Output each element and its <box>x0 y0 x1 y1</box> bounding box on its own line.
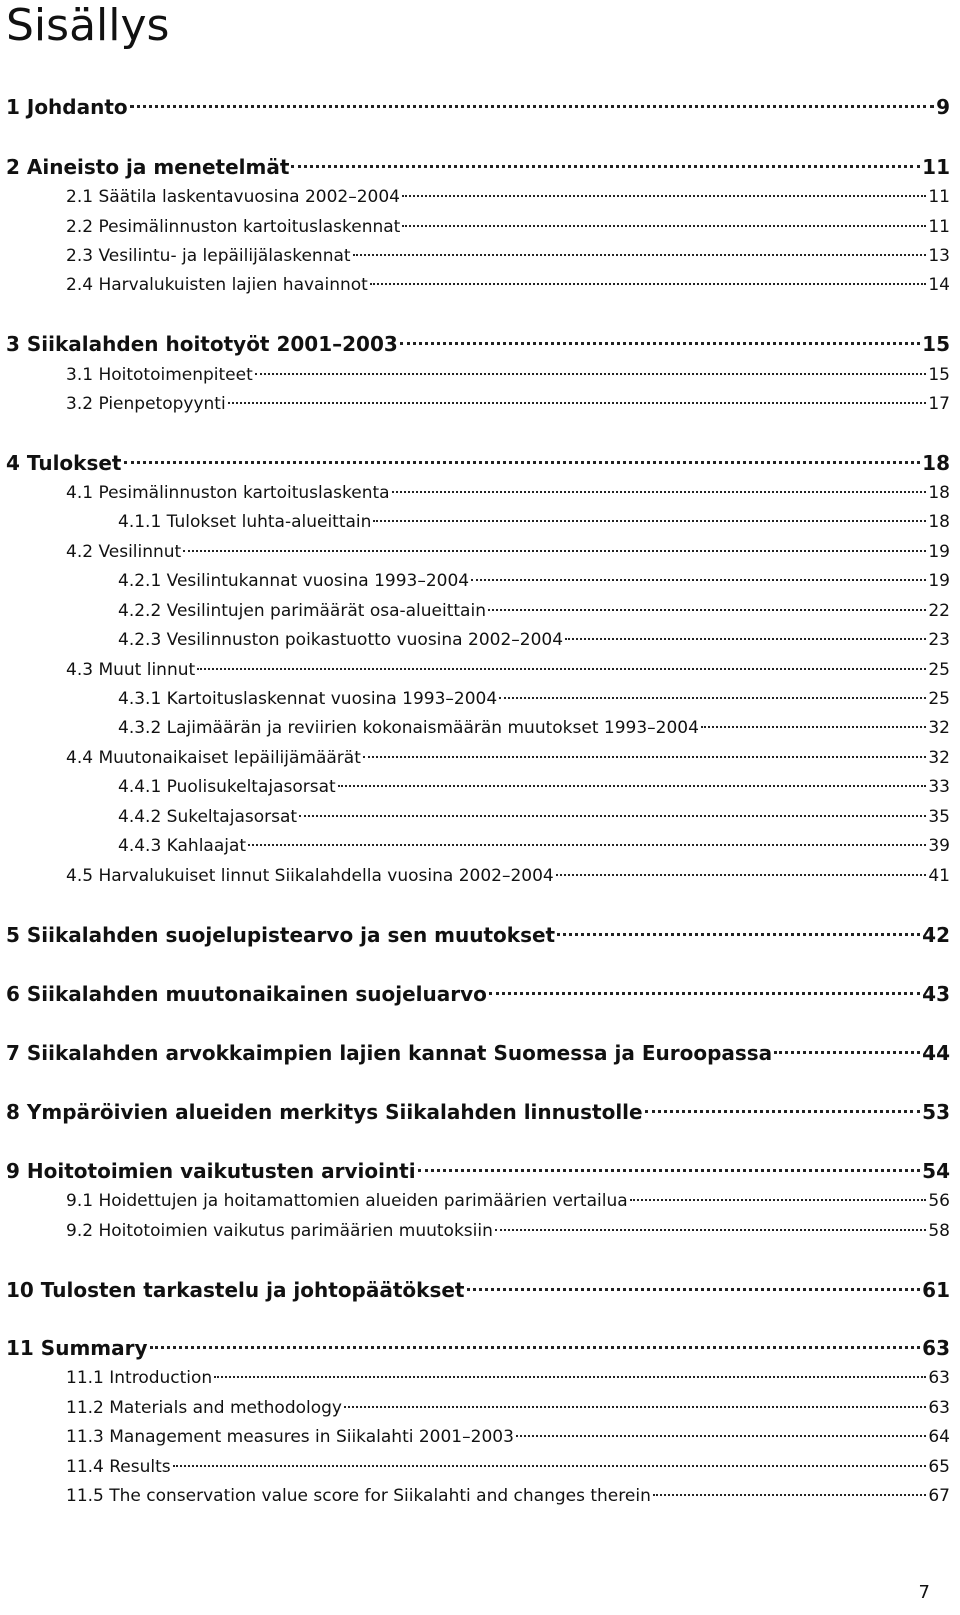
toc-entry-page: 53 <box>922 1100 950 1124</box>
toc-entry[interactable] <box>118 566 950 596</box>
dot-leader <box>173 1465 927 1467</box>
toc-entry-label: 5 Siikalahden suojelupistearvo ja sen muutokset <box>6 923 556 947</box>
toc-entry[interactable] <box>6 1275 950 1305</box>
toc-entry-page: 17 <box>928 394 950 414</box>
toc-entry-page: 25 <box>928 689 950 709</box>
dot-leader <box>499 697 926 699</box>
toc-entry-label: 4.2.1 Vesilintukannat vuosina 1993–2004 <box>118 571 470 591</box>
dot-leader <box>418 1169 921 1172</box>
toc-entry-page: 11 <box>922 155 950 179</box>
toc-entry[interactable] <box>118 596 950 626</box>
toc-entry[interactable] <box>118 772 950 802</box>
toc-entry-label: 4.3.2 Lajimäärän ja reviirien kokonaismäärän muutokset 1993–2004 <box>118 718 699 738</box>
toc-entry-label: 2.1 Säätila laskentavuosina 2002–2004 <box>66 187 400 207</box>
toc-entry-label: 9.1 Hoidettujen ja hoitamattomien alueiden parimäärien vertailua <box>66 1191 628 1211</box>
toc-entry[interactable] <box>6 329 950 359</box>
toc-entry[interactable] <box>118 625 950 655</box>
toc-entry[interactable] <box>66 1481 950 1511</box>
toc-entry[interactable] <box>66 270 950 300</box>
toc-entry-page: 19 <box>928 542 950 562</box>
dot-leader <box>248 844 926 846</box>
toc-entry[interactable] <box>66 1422 950 1452</box>
page-number: 7 <box>918 1582 930 1603</box>
toc-entry-page: 54 <box>922 1159 950 1183</box>
toc-entry-page: 65 <box>928 1457 950 1477</box>
dot-leader <box>363 756 926 758</box>
toc-entry-label: 4 Tulokset <box>6 451 122 475</box>
dot-leader <box>291 165 920 168</box>
toc-entry-label: 9.2 Hoitotoimien vaikutus parimäärien muutoksiin <box>66 1221 493 1241</box>
toc-entry[interactable] <box>66 1363 950 1393</box>
toc-entry[interactable] <box>66 1452 950 1482</box>
dot-leader <box>214 1376 926 1378</box>
dot-leader <box>488 609 926 611</box>
toc-entry-label: 3.1 Hoitotoimenpiteet <box>66 365 253 385</box>
toc-entry-label: 4.4.3 Kahlaajat <box>118 836 247 856</box>
dot-leader <box>373 520 926 522</box>
toc-entry-label: 11.1 Introduction <box>66 1368 213 1388</box>
toc-entry-page: 11 <box>928 187 950 207</box>
dot-leader <box>653 1494 927 1496</box>
toc-entry[interactable] <box>6 979 950 1009</box>
dot-leader <box>774 1051 920 1054</box>
toc-entry-label: 4.3 Muut linnut <box>66 660 196 680</box>
toc-entry-label: 3 Siikalahden hoitotyöt 2001–2003 <box>6 332 398 356</box>
dot-leader <box>400 342 920 345</box>
toc-entry[interactable] <box>6 1038 950 1068</box>
toc-entry-label: 8 Ympäröivien alueiden merkitys Siikalahden linnustolle <box>6 1100 643 1124</box>
toc-entry[interactable] <box>66 360 950 390</box>
dot-leader <box>645 1110 921 1113</box>
toc-entry[interactable] <box>66 389 950 419</box>
toc-entry-label: 4.1.1 Tulokset luhta-alueittain <box>118 512 372 532</box>
dot-leader <box>495 1229 926 1231</box>
toc-entry[interactable] <box>66 1186 950 1216</box>
dot-leader <box>130 105 934 108</box>
toc-entry-page: 14 <box>928 275 950 295</box>
toc-entry-page: 25 <box>928 660 950 680</box>
toc-entry-label: 2.4 Harvalukuisten lajien havainnot <box>66 275 368 295</box>
toc-entry-label: 6 Siikalahden muutonaikainen suojeluarvo <box>6 982 487 1006</box>
toc-entry-page: 32 <box>928 748 950 768</box>
toc-entry-label: 11.4 Results <box>66 1457 171 1477</box>
toc-entry-label: 2 Aineisto ja menetelmät <box>6 155 290 179</box>
toc-entry-page: 18 <box>922 451 950 475</box>
dot-leader <box>402 225 926 227</box>
dot-leader <box>338 785 927 787</box>
toc-entry[interactable] <box>118 802 950 832</box>
toc-entry[interactable] <box>6 152 950 182</box>
toc-entry-page: 63 <box>928 1398 950 1418</box>
toc-entry-page: 32 <box>928 718 950 738</box>
toc-entry-label: 9 Hoitotoimien vaikutusten arviointi <box>6 1159 416 1183</box>
toc-entry[interactable] <box>118 831 950 861</box>
toc-entry[interactable] <box>118 713 950 743</box>
toc-entry-page: 44 <box>922 1041 950 1065</box>
toc-entry[interactable] <box>66 182 950 212</box>
dot-leader <box>557 933 920 936</box>
dot-leader <box>299 815 926 817</box>
dot-leader <box>150 1346 921 1349</box>
toc-entry[interactable] <box>66 241 950 271</box>
toc-entry[interactable] <box>66 1216 950 1246</box>
toc-entry-page: 15 <box>928 365 950 385</box>
toc-entry-page: 42 <box>922 923 950 947</box>
toc-entry-page: 23 <box>928 630 950 650</box>
dot-leader <box>630 1199 927 1201</box>
toc-entry[interactable] <box>66 655 950 685</box>
toc-entry[interactable] <box>66 212 950 242</box>
toc-entry-page: 67 <box>928 1486 950 1506</box>
toc-entry[interactable] <box>6 1097 950 1127</box>
toc-entry-page: 58 <box>928 1221 950 1241</box>
toc-entry-page: 41 <box>928 866 950 886</box>
toc-entry[interactable] <box>6 1333 950 1363</box>
toc-entry-label: 7 Siikalahden arvokkaimpien lajien kannat Suomessa ja Euroopassa <box>6 1041 773 1065</box>
toc-entry[interactable] <box>66 478 950 508</box>
toc-entry-page: 11 <box>928 217 950 237</box>
dot-leader <box>489 992 920 995</box>
dot-leader <box>392 491 927 493</box>
toc-entry[interactable] <box>66 743 950 773</box>
toc-entry-label: 4.4.1 Puolisukeltajasorsat <box>118 777 336 797</box>
toc-entry-label: 11 Summary <box>6 1336 148 1360</box>
toc-entry[interactable] <box>66 1393 950 1423</box>
dot-leader <box>228 402 927 404</box>
toc-entry-page: 22 <box>928 601 950 621</box>
dot-leader <box>701 726 926 728</box>
toc-entry[interactable] <box>66 861 950 891</box>
toc-entry-label: 4.1 Pesimälinnuston kartoituslaskenta <box>66 483 390 503</box>
toc-entry-label: 2.3 Vesilintu- ja lepäilijälaskennat <box>66 246 351 266</box>
toc-entry-page: 63 <box>928 1368 950 1388</box>
toc-entry-page: 63 <box>922 1336 950 1360</box>
dot-leader <box>556 874 927 876</box>
toc-entry-label: 11.5 The conservation value score for Siikalahti and changes therein <box>66 1486 651 1506</box>
dot-leader <box>471 579 926 581</box>
toc-entry-page: 43 <box>922 982 950 1006</box>
dot-leader <box>353 254 927 256</box>
toc-entry-label: 4.5 Harvalukuiset linnut Siikalahdella vuosina 2002–2004 <box>66 866 554 886</box>
toc-entry-label: 3.2 Pienpetopyynti <box>66 394 226 414</box>
toc-entry[interactable] <box>6 920 950 950</box>
toc-entry-label: 4.2.3 Vesilinnuston poikastuotto vuosina 2002–2004 <box>118 630 564 650</box>
dot-leader <box>183 550 926 552</box>
toc-entry[interactable] <box>66 537 950 567</box>
dot-leader <box>124 461 921 464</box>
toc-entry-label: 1 Johdanto <box>6 95 128 119</box>
toc-entry-page: 9 <box>936 95 950 119</box>
dot-leader <box>467 1288 921 1291</box>
toc-entry-page: 33 <box>928 777 950 797</box>
dot-leader <box>516 1435 926 1437</box>
toc-entry-label: 4.3.1 Kartoituslaskennat vuosina 1993–2004 <box>118 689 498 709</box>
dot-leader <box>370 283 927 285</box>
toc-entry[interactable] <box>118 507 950 537</box>
toc-entry-page: 61 <box>922 1278 950 1302</box>
dot-leader <box>402 195 926 197</box>
toc-entry-label: 10 Tulosten tarkastelu ja johtopäätökset <box>6 1278 465 1302</box>
page-title: Sisällys <box>6 0 170 51</box>
dot-leader <box>255 373 927 375</box>
toc-entry-page: 15 <box>922 332 950 356</box>
toc-entry-page: 18 <box>928 483 950 503</box>
toc-entry-label: 4.4.2 Sukeltajasorsat <box>118 807 298 827</box>
toc-entry-page: 64 <box>928 1427 950 1447</box>
toc-entry-label: 4.2.2 Vesilintujen parimäärät osa-alueittain <box>118 601 486 621</box>
toc-entry[interactable] <box>6 92 950 122</box>
toc-entry-page: 13 <box>928 246 950 266</box>
toc-entry-page: 56 <box>928 1191 950 1211</box>
toc-entry[interactable] <box>6 448 950 478</box>
toc-entry-page: 19 <box>928 571 950 591</box>
dot-leader <box>565 638 926 640</box>
toc-entry[interactable] <box>118 684 950 714</box>
toc-entry-label: 4.2 Vesilinnut <box>66 542 182 562</box>
dot-leader <box>197 668 926 670</box>
toc-entry[interactable] <box>6 1156 950 1186</box>
toc-entry-page: 18 <box>928 512 950 532</box>
toc-entry-label: 4.4 Muutonaikaiset lepäilijämäärät <box>66 748 361 768</box>
toc-entry-label: 11.3 Management measures in Siikalahti 2001–2003 <box>66 1427 514 1447</box>
toc-entry-page: 35 <box>928 807 950 827</box>
toc-entry-page: 39 <box>928 836 950 856</box>
toc-entry-label: 11.2 Materials and methodology <box>66 1398 342 1418</box>
toc-entry-label: 2.2 Pesimälinnuston kartoituslaskennat <box>66 217 401 237</box>
dot-leader <box>344 1406 926 1408</box>
